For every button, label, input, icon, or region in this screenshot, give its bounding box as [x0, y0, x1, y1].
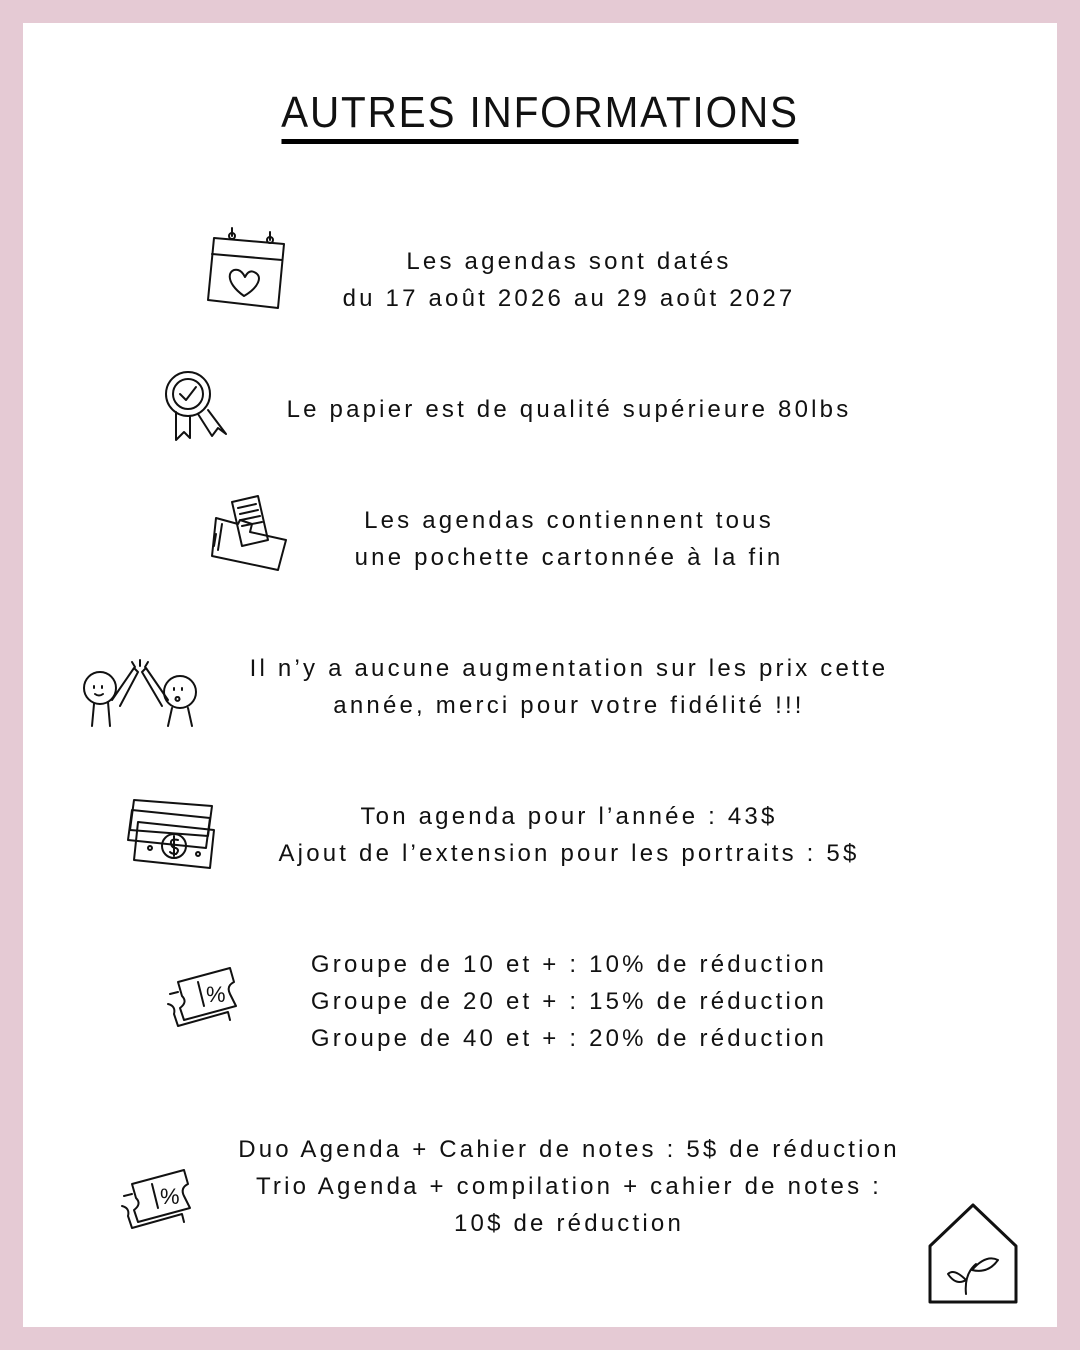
svg-text:%: %	[160, 1184, 180, 1209]
info-line: Groupe de 40 et + : 20% de réduction	[310, 1025, 828, 1052]
info-item-bundle-discounts	[169, 1131, 969, 1242]
page-title	[43, 88, 1037, 144]
info-line: 10$ de réduction	[453, 1210, 684, 1237]
info-line: Le papier est de qualité supérieure 80lbs	[286, 396, 852, 423]
info-line: année, merci pour votre fidélité !!!	[333, 692, 805, 719]
info-line: Il n’y a aucune augmentation sur les prix cette	[249, 655, 889, 682]
house-plant-logo-icon	[926, 1202, 1020, 1311]
info-line: Duo Agenda + Cahier de notes : 5$ de réduction	[238, 1136, 900, 1163]
info-line: une pochette cartonnée à la fin	[354, 544, 784, 571]
page-title-text: AUTRES INFORMATIONS	[281, 89, 799, 144]
info-item-group-discounts	[169, 946, 969, 1057]
info-line: Ajout de l’extension pour les portraits : 5$	[278, 840, 860, 867]
info-line: Groupe de 20 et + : 15% de réduction	[310, 988, 828, 1015]
info-item-pocket	[169, 502, 969, 576]
info-item-prices	[169, 650, 969, 724]
info-line: Les agendas sont datés	[406, 248, 732, 275]
info-item-paper	[169, 391, 969, 428]
info-line: Groupe de 10 et + : 10% de réduction	[310, 951, 828, 978]
info-item-pricing	[169, 798, 969, 872]
svg-text:%: %	[206, 982, 226, 1007]
info-item-dates	[169, 243, 969, 317]
info-line: Les agendas contiennent tous	[364, 507, 774, 534]
info-line: du 17 août 2026 au 29 août 2027	[342, 285, 796, 312]
info-line: Trio Agenda + compilation + cahier de notes :	[255, 1173, 883, 1200]
info-line: Ton agenda pour l’année : 43$	[360, 803, 778, 830]
